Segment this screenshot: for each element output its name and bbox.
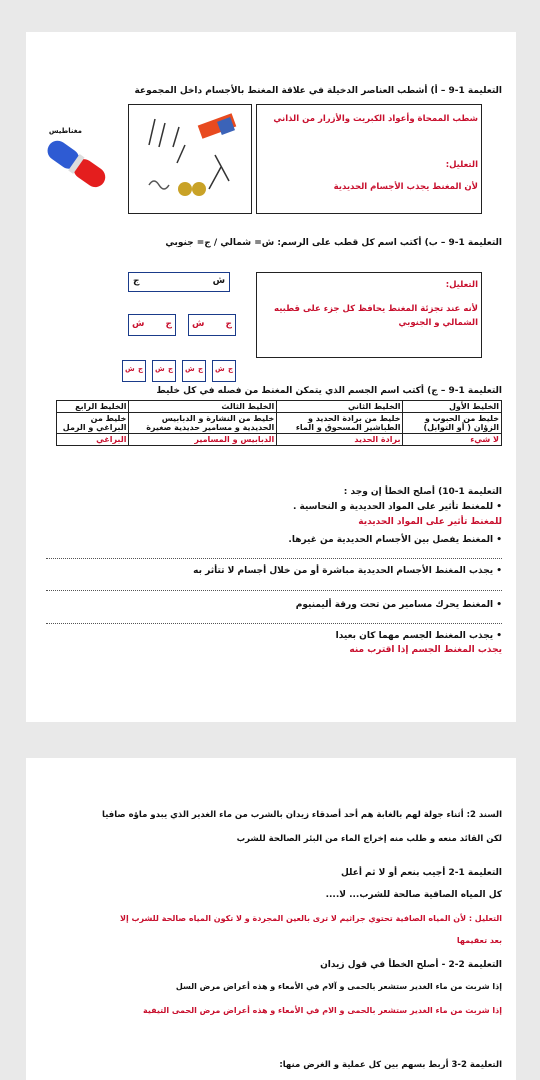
table-answer-cell: برادة الحديد xyxy=(277,434,403,446)
q1d-correction-5: يجذب المغنط الجسم إذا اقترب منه xyxy=(349,645,502,655)
pole-label: ج xyxy=(227,365,233,373)
s2-context-2: لكن القائد منعه و طلب منه إخراج الماء من البئر الصالحة للشرب xyxy=(236,834,502,844)
answer-line xyxy=(46,590,502,591)
q1d-statement-1: • للمغنط تأثير على المواد الحديدية و النحاسية . xyxy=(292,502,502,512)
q1b-justification-label: التعليل: xyxy=(445,280,478,290)
statement-text: المغنط يفصل بين الأجسام الحديدية من غيرها. xyxy=(288,535,494,545)
q1a-answer: شطب الممحاة وأعواد الكبريت والأزرار من الذاني xyxy=(273,114,478,124)
pole-label: ش xyxy=(155,365,165,373)
table-header: الخليط الثالث xyxy=(129,401,277,413)
pole-label: ش xyxy=(212,276,225,286)
worksheet-page-1 xyxy=(26,32,516,722)
answer-line xyxy=(46,558,502,559)
paperclip-icon xyxy=(149,181,169,189)
pole-label: ج xyxy=(167,365,173,373)
pole-label: ش xyxy=(185,365,195,373)
q1c-heading: التعليمة 1-9 – ج) أكتب اسم الجسم الذي يتمكن المغنط من فصله في كل خليط xyxy=(156,386,502,396)
bar-magnet-piece xyxy=(152,360,176,382)
bar-magnet-piece xyxy=(122,360,146,382)
table-cell: خليط من برادة الحديد و الطباشير المسحوق و الماء xyxy=(277,413,403,434)
pole-label: ج xyxy=(197,365,203,373)
table-cell: خليط من النشارة و الدبابيس الحديدية و مسامير حديدية صغيرة xyxy=(129,413,277,434)
bar-magnet-whole xyxy=(128,272,230,292)
statement-text: يجذب المغنط الأجسام الحديدية مباشرة أو من خلال أجسام لا تتأثر به xyxy=(193,566,494,576)
pole-label: ش xyxy=(132,319,145,329)
bar-magnet-piece xyxy=(188,314,236,336)
nail-icon xyxy=(215,155,229,181)
mixtures-table xyxy=(56,400,502,446)
statement-text: المغنط يحرك مسامير من تحت ورقة أليمنيوم xyxy=(295,600,494,610)
s2-q2-statement: إذا شربت من ماء الغدير ستشعر بالحمى و آلام في الأمعاء و هذه أعراض مرض السل xyxy=(175,982,502,991)
table-answer-cell: الدبابيس و المسامير xyxy=(129,434,277,446)
answer-line xyxy=(46,623,502,624)
s2-context-1: السند 2: أثناء جولة لهم بالغابة هم أحد أصدقاء زيدان بالشرب من ماء الغدير الذي يبدو ماؤه صافيا xyxy=(102,810,502,820)
pole-label: ش xyxy=(125,365,135,373)
bar-magnet-piece xyxy=(128,314,176,336)
statement-text: للمغنط تأثير على المواد الحديدية و النحاسية . xyxy=(292,502,494,512)
worksheet-page-2 xyxy=(26,758,516,1080)
q1d-statement-3: • يجذب المغنط الأجسام الحديدية مباشرة أو من خلال أجسام لا تتأثر به xyxy=(193,566,502,576)
table-row xyxy=(57,413,502,434)
s2-q2-heading: التعليمة 2-2 - أصلح الخطأ في قول زيدان xyxy=(320,960,502,970)
s2-q3-heading: التعليمة 2-3 أربط بسهم بين كل عملية و الغرض منها: xyxy=(279,1060,502,1070)
table-header: الخليط الرابع xyxy=(57,401,129,413)
q1b-heading: التعليمة 1-9 – ب) أكتب اسم كل قطب على الرسم: ش= شمالي / ج= جنوبي xyxy=(165,238,502,248)
q1a-justification-label: التعليل: xyxy=(445,160,478,170)
pole-label: ج xyxy=(137,365,143,373)
table-answer-cell: لا شيء xyxy=(403,434,502,446)
coin-icon xyxy=(178,182,192,196)
match-icon xyxy=(149,119,155,145)
s2-q2-correction: إذا شربت من ماء الغدير ستشعر بالحمى و الام في الأمعاء و هذه أعراض مرض الحمى التيفية xyxy=(142,1006,502,1015)
s2-q1-statement: كل المياه الصافية صالحة للشرب... لا.... xyxy=(325,890,502,900)
table-cell: خليط من البراغي و الرمل xyxy=(57,413,129,434)
statement-text: يجذب المغنط الجسم مهما كان بعيدا xyxy=(335,631,494,641)
q1d-statement-2: • المغنط يفصل بين الأجسام الحديدية من غيرها. xyxy=(288,535,502,545)
bar-magnet-piece xyxy=(182,360,206,382)
table-header: الخليط الأول xyxy=(403,401,502,413)
magnet-label: مغناطيس xyxy=(48,127,82,135)
pole-label: ج xyxy=(165,319,172,329)
s2-q1-justification-2: بعد تعقيمها xyxy=(456,936,502,945)
s2-q1-heading: التعليمة 1-2 أجيب بنعم أو لا ثم أعلل xyxy=(340,868,502,878)
pole-label: ج xyxy=(133,276,140,286)
pole-label: ش xyxy=(215,365,225,373)
table-answer-cell: البراغي xyxy=(57,434,129,446)
s2-q1-justification: التعليل : لأن المياه الصافية تحتوي جراثيم لا ترى بالعين المجردة و لا تكون المياه صالحة للشرب إلا xyxy=(120,914,502,923)
table-header: الخليط الثاني xyxy=(277,401,403,413)
table-cell: خليط من الحبوب و الزؤان ( أو التوابل) xyxy=(403,413,502,434)
pole-label: ج xyxy=(225,319,232,329)
q1d-statement-4: • المغنط يحرك مسامير من تحت ورقة أليمنيوم xyxy=(295,600,502,610)
q1d-statement-5: • يجذب المغنط الجسم مهما كان بعيدا xyxy=(335,631,502,641)
magnet-icon xyxy=(30,104,126,214)
objects-image-box xyxy=(128,104,252,214)
bar-magnet-piece xyxy=(212,360,236,382)
table-row xyxy=(57,434,502,446)
q1d-correction-1: للمغنط تأثير على المواد الحديدية xyxy=(358,517,502,527)
q1b-justification: لأنه عند تجزئة المغنط يحافظ كل جزء على قطبيه الشمالي و الجنوبي xyxy=(274,304,478,328)
objects-illustration xyxy=(129,105,251,213)
table-header-row xyxy=(57,401,502,413)
magnet-figure xyxy=(30,104,126,214)
q1a-justification: لأن المغنط يجذب الأجسام الحديدية xyxy=(333,182,478,192)
q1a-heading: التعليمة 1-9 – أ) أشطب العناصر الدخيلة في علاقة المغنط بالأجسام داخل المجموعة xyxy=(134,86,502,96)
pole-label: ش xyxy=(192,319,205,329)
q1d-heading: التعليمة 1-10) أصلح الخطأ إن وجد : xyxy=(343,487,502,497)
